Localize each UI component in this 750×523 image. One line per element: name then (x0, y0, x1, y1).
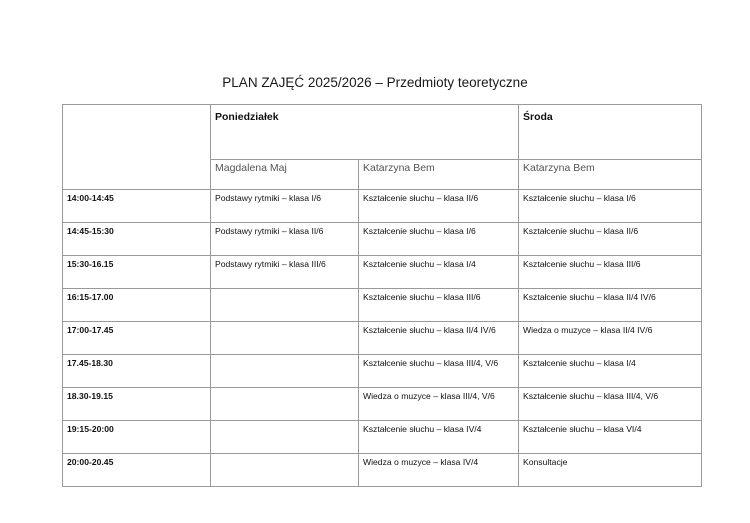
lesson-cell (211, 388, 359, 421)
day-header-row (63, 105, 702, 160)
table-row (63, 256, 702, 289)
time-cell: 17:00-17.45 (63, 322, 211, 355)
lesson-cell (211, 454, 359, 487)
lesson-cell: Kształcenie słuchu – klasa I/6 (519, 190, 702, 223)
time-cell: 18.30-19.15 (63, 388, 211, 421)
lesson-cell: Kształcenie słuchu – klasa II/4 IV/6 (359, 322, 519, 355)
table-row (63, 388, 702, 421)
lesson-cell: Konsultacje (519, 454, 702, 487)
day-header-wednesday: Środa (519, 105, 702, 160)
lesson-cell: Kształcenie słuchu – klasa III/6 (519, 256, 702, 289)
table-row (63, 322, 702, 355)
lesson-cell: Kształcenie słuchu – klasa III/4, V/6 (359, 355, 519, 388)
time-cell: 14:45-15:30 (63, 223, 211, 256)
lesson-cell (211, 289, 359, 322)
time-cell: 14:00-14:45 (63, 190, 211, 223)
lesson-cell: Kształcenie słuchu – klasa II/4 IV/6 (519, 289, 702, 322)
lesson-cell: Kształcenie słuchu – klasa I/4 (359, 256, 519, 289)
lesson-cell: Podstawy rytmiki – klasa I/6 (211, 190, 359, 223)
table-row (63, 190, 702, 223)
schedule-body (63, 190, 702, 487)
table-row (63, 289, 702, 322)
lesson-cell: Kształcenie słuchu – klasa I/6 (359, 223, 519, 256)
time-cell: 16:15-17.00 (63, 289, 211, 322)
table-row (63, 454, 702, 487)
lesson-cell (211, 355, 359, 388)
lesson-cell: Kształcenie słuchu – klasa II/6 (359, 190, 519, 223)
time-cell: 15:30-16.15 (63, 256, 211, 289)
lesson-cell: Kształcenie słuchu – klasa I/4 (519, 355, 702, 388)
lesson-cell: Kształcenie słuchu – klasa IV/4 (359, 421, 519, 454)
day-header-monday: Poniedziałek (211, 105, 519, 160)
lesson-cell: Kształcenie słuchu – klasa III/6 (359, 289, 519, 322)
lesson-cell: Kształcenie słuchu – klasa III/4, V/6 (519, 388, 702, 421)
teacher-name: Magdalena Maj (211, 160, 359, 190)
teacher-name: Katarzyna Bem (519, 160, 702, 190)
page-title: PLAN ZAJĘĆ 2025/2026 – Przedmioty teoretyczne (222, 75, 528, 90)
time-cell: 20:00-20.45 (63, 454, 211, 487)
lesson-cell: Kształcenie słuchu – klasa II/6 (519, 223, 702, 256)
lesson-cell: Podstawy rytmiki – klasa II/6 (211, 223, 359, 256)
lesson-cell: Wiedza o muzyce – klasa II/4 IV/6 (519, 322, 702, 355)
lesson-cell: Podstawy rytmiki – klasa III/6 (211, 256, 359, 289)
lesson-cell (211, 322, 359, 355)
lesson-cell (211, 421, 359, 454)
lesson-cell: Wiedza o muzyce – klasa III/4, V/6 (359, 388, 519, 421)
time-cell: 17.45-18.30 (63, 355, 211, 388)
lesson-cell: Kształcenie słuchu – klasa VI/4 (519, 421, 702, 454)
table-row (63, 421, 702, 454)
empty-corner-cell (63, 105, 211, 190)
time-cell: 19:15-20:00 (63, 421, 211, 454)
teacher-name: Katarzyna Bem (359, 160, 519, 190)
table-row (63, 355, 702, 388)
table-row (63, 223, 702, 256)
lesson-cell: Wiedza o muzyce – klasa IV/4 (359, 454, 519, 487)
schedule-table (62, 104, 702, 487)
